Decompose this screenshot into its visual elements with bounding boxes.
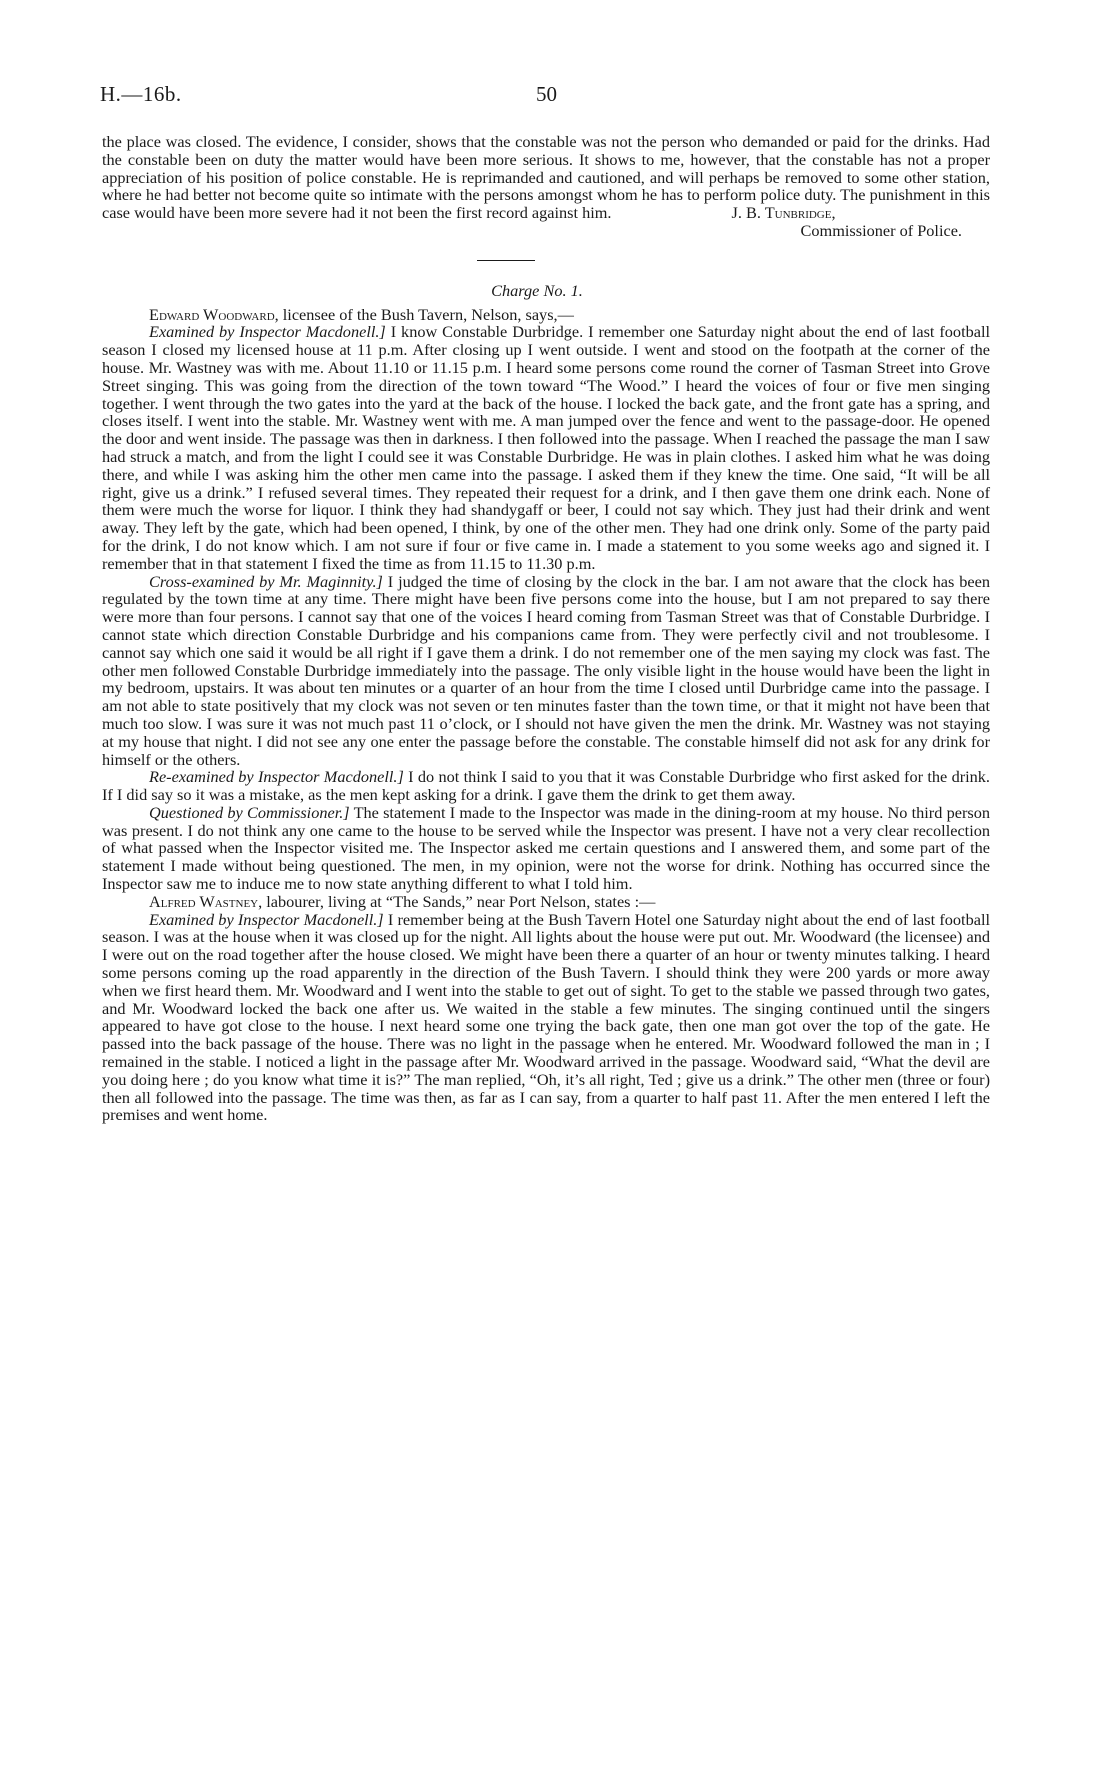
divider-rule [477, 260, 535, 261]
intro-text: the place was closed. The evidence, I consider, shows that the constable was not the person who demanded or paid for the drinks. Had the constable been on duty the matter would have been more serious. It shows to me, however, that the constable has not a proper appreciation of his position of police constable. He is reprimanded and cautioned, and will perhaps be removed to some other station, where he had better not become quite so intimate with the persons amongst whom he has to perform police duty. The punishment in this case would have been more severe had it not been the first record against him. [102, 132, 990, 223]
signature: J. B. Tunbridge, [731, 203, 836, 223]
body-text [102, 133, 990, 1124]
page-number: 50 [536, 82, 557, 106]
testimony-text: I do not think I said to you that it was Constable Durbridge who first asked for the drink. If I did say so it was a mistake, as the men kept asking for a drink. I gave them the drink to get them away. [102, 767, 991, 805]
testimony-text: The statement I made to the Inspector was made in the dining-room at my house. No third person was present. I do not think any one came to the house to be served while the Inspector was present. I have not a very clear recollection of what passed when the Inspector visited me. The Inspector asked me certain questions and I answered them, and some part of the statement I made without being questioned. The men, in my opinion, were not the worse for drink. Nothing has occurred since the Inspector saw me to induce me to now state anything different to what I told him. [102, 802, 990, 894]
testimony-paragraph [102, 911, 990, 1125]
examination-label: Examined by Inspector Macdonell.] [149, 322, 386, 342]
testimony-text: I judged the time of closing by the clock in the bar. I am not aware that the clock has been regulated by the town time at any time. There might have been five persons come into the house, but I am not prepared to say there were more than four persons. I cannot say that one of the voices I heard coming from Tasman Street was that of Constable Durbridge. I cannot state which direction Constable Durbridge and his companions came from. They were perfectly civil and not troublesome. I cannot say which one said it would be all right if I gave them a drink. I do not remember one of the men saying my clock was fast. The other men followed Constable Durbridge immediately into the passage. The only visible light in the house would have been the light in my bedroom, upstairs. It was about ten minutes or a quarter of an hour from the time I closed until Durbridge came into the passage. I am not able to state positively that my clock was not seven or ten minutes faster than the town time, or that it might not have been that much too slow. I was sure it was not much past 11 o’clock, or I should not have given the men the drink. Mr. Wastney was not staying at my house that night. I did not see any one enter the passage before the constable. The constable himself did not ask for any drink for himself or the others. [102, 571, 990, 769]
testimony-paragraph [102, 323, 990, 572]
section-divider [102, 240, 990, 280]
signature-title: Commissioner of Police. [800, 220, 962, 240]
intro-paragraph [102, 133, 990, 222]
witness-name: Edward Woodward [149, 304, 275, 324]
charge-heading: Charge No. 1. [491, 280, 583, 300]
examination-label: Re-examined by Inspector Macdonell.] [149, 767, 404, 787]
testimony-text: I know Constable Durbridge. I remember one Saturday night about the end of last football season I closed my licensed house at 11 p.m. After closing up I went outside. I went and stood on the footpath at the corner of the house. Mr. Wastney was with me. About 11.10 or 11.15 p.m. I heard some persons come round the corner of Tasman Street into Grove Street singing. This was going from the direction of the town toward “The Wood.” I heard the voices of four or five men singing together. I went through the two gates into the yard at the back of the house. I locked the back gate, and the front gate has a spring, and closes itself. I went into the stable. Mr. Wastney went with me. A man jumped over the fence and went to the passage-door. He opened the door and went inside. The passage was then in darkness. I then followed into the passage. When I reached the passage the man I saw had struck a match, and from the light I could see it was Constable Durbridge. He was in plain clothes. I asked him what he was doing there, and while I was asking him the other men came into the passage. I asked them if they knew the time. One said, “It will be all right, give us a drink.” I refused several times. They repeated their request for a drink, and I then gave them one drink each. None of them were much the worse for liquor. I think they had shandygaff or beer, I could not say which. They just had their drink and went away. They left by the gate, which had been opened, I think, by one of the other men. They had one drink only. Some of the party paid for the drink, I do not know which. I am not sure if four or five came in. I made a statement to you some weeks ago and signed it. I remember that in that statement I fixed the time as from 11.15 to 11.30 p.m. [102, 322, 991, 573]
witness-name: Alfred Wastney [149, 891, 259, 911]
examination-label: Examined by Inspector Macdonell.] [149, 909, 384, 929]
witness-intro-wastney [102, 893, 990, 911]
witness-intro-woodward [102, 306, 990, 324]
testimony-text: I remember being at the Bush Tavern Hotel one Saturday night about the end of last football season. I was at the house when it was closed up for the night. All lights about the house were put out. Mr. Woodward (the licensee) and I were out on the road together after the house closed. We might have been there a quarter of an hour or twenty minutes talking. I heard some persons coming up the road apparently in the direction of the Bush Tavern. I should think they were 200 yards or more away when we first heard them. Mr. Woodward and I went into the stable to get out of sight. To get to the stable we passed through two gates, and Mr. Woodward locked the back one after us. We waited in the stable a few minutes. The singing continued until the singers appeared to have got close to the house. I next heard some one trying the back gate, then one man got over the top of the gate. He passed into the back passage of the house. There was no light in the passage when he entered. Mr. Woodward followed the man in ; I remained in the stable. I noticed a light in the passage after Mr. Woodward arrived in the passage. Woodward said, “What the devil are you doing here ; do you know what time it is?” The man replied, “Oh, it’s all right, Ted ; give us a drink.” The other men (three or four) then all followed into the passage. The time was then, as far as I can say, from a quarter to half past 11. After the men entered I left the premises and went home. [102, 909, 990, 1125]
testimony-paragraph [102, 804, 990, 893]
examination-label: Cross-examined by Mr. Maginnity.] [149, 571, 383, 591]
witness-description: , labourer, living at “The Sands,” near Port Nelson, states :— [258, 891, 656, 911]
testimony-paragraph [102, 573, 990, 769]
testimony-paragraph [102, 768, 990, 804]
examination-label: Questioned by Commissioner.] [149, 802, 350, 822]
witness-description: , licensee of the Bush Tavern, Nelson, says,— [274, 304, 574, 324]
document-reference: H.—16b. [100, 82, 182, 106]
